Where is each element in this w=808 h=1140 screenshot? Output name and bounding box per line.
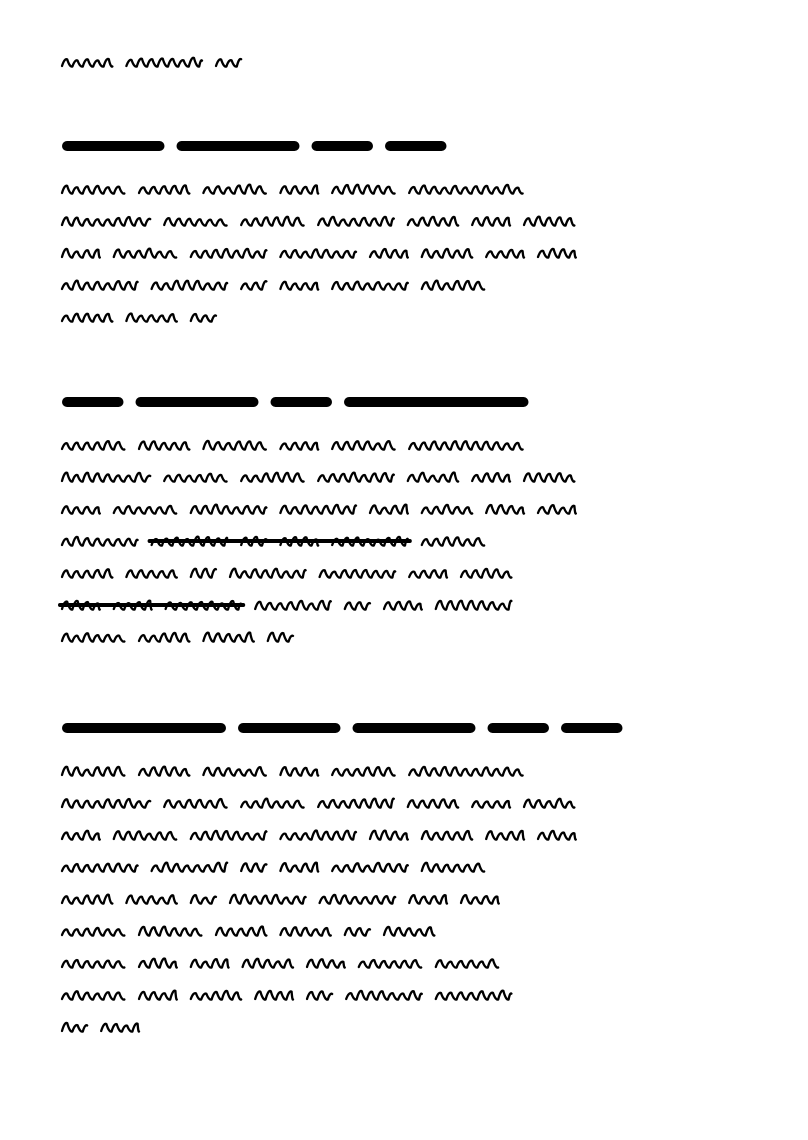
scribble-word: [191, 991, 241, 1000]
scribble-word: [62, 864, 138, 872]
scribble-word: [62, 186, 124, 194]
scribble-word: [139, 991, 177, 1000]
scribble-word: [139, 441, 189, 449]
scribble-word: [280, 927, 330, 935]
paragraph-line: [62, 185, 523, 194]
heading-word: [238, 723, 341, 733]
scribble-word: [280, 505, 356, 514]
scribble-word: [139, 959, 177, 968]
scribble-word: [436, 959, 498, 967]
scribble-word: [216, 927, 266, 936]
scribble-word: [241, 799, 303, 808]
scribble-word: [370, 249, 408, 258]
scribble-word: [62, 569, 112, 577]
heading-word: [344, 397, 529, 407]
scribble-word: [422, 831, 472, 840]
scribble-word: [203, 767, 265, 775]
scribble-word: [191, 831, 267, 840]
scribble-word: [203, 185, 265, 194]
scribble-word: [139, 185, 189, 193]
paragraph-line: [62, 537, 484, 546]
scribble-word: [164, 474, 226, 482]
scribble-word: [370, 831, 408, 840]
scribble-word: [422, 863, 484, 872]
heading-word: [62, 723, 226, 733]
scribble-word: [359, 960, 421, 968]
scribble-word: [164, 218, 226, 225]
scribble-word: [62, 314, 112, 322]
section-heading: [62, 141, 447, 151]
scribble-word: [191, 505, 267, 514]
scribble-word: [114, 506, 176, 514]
scribble-word: [384, 601, 422, 609]
scribble-word: [62, 895, 112, 904]
scribble-word: [486, 505, 524, 514]
scribble-word: [422, 537, 484, 545]
scribble-word: [62, 59, 112, 67]
paragraph-line: [62, 1023, 139, 1032]
scribble-word: [62, 217, 150, 226]
scribble-word: [126, 314, 176, 322]
scribble-word: [62, 537, 138, 546]
scribble-word: [486, 831, 524, 840]
scribble-word: [538, 831, 576, 840]
heading-word: [561, 723, 623, 733]
scribble-word: [62, 1023, 87, 1032]
scribble-word: [524, 217, 574, 226]
section-heading: [62, 397, 529, 407]
scribble-word: [345, 928, 370, 936]
scribble-word: [346, 991, 422, 1000]
scribble-word: [472, 801, 510, 808]
scribble-word: [191, 895, 216, 903]
scribble-word: [280, 249, 356, 257]
top-line: [62, 58, 241, 67]
scribble-word: [62, 281, 138, 290]
scribble-word: [409, 767, 522, 776]
scribble-word: [191, 569, 216, 578]
heading-word: [177, 141, 300, 151]
scribble-word: [332, 441, 394, 449]
paragraph-line: [62, 505, 576, 514]
scribble-word: [241, 217, 303, 226]
paragraph-line: [62, 569, 511, 578]
scribble-word: [191, 959, 229, 967]
scribble-word: [332, 767, 394, 775]
scribble-word: [139, 633, 189, 642]
scribble-word: [126, 570, 176, 577]
scribble-word: [203, 633, 253, 642]
paragraph-line: [62, 991, 511, 1000]
paragraph-line: [60, 601, 511, 610]
scribble-word: [62, 960, 124, 968]
scribble-word: [255, 991, 293, 1000]
scribble-word: [216, 59, 241, 67]
scribble-word: [268, 633, 293, 642]
scribble-word: [472, 217, 510, 225]
scribble-word: [126, 58, 202, 67]
paragraph-line: [62, 799, 574, 808]
paragraph-line: [62, 959, 498, 968]
paragraph-line: [62, 927, 434, 936]
scribble-word: [524, 473, 574, 481]
scribble-word: [436, 991, 512, 1000]
scribble-word: [318, 473, 394, 482]
heading-word: [353, 723, 476, 733]
scribble-word: [101, 1024, 139, 1032]
heading-word: [312, 141, 374, 151]
paragraph-line: [62, 895, 499, 904]
scribble-word: [409, 441, 522, 449]
scribble-word: [62, 767, 124, 776]
scribble-word: [320, 570, 396, 578]
scribble-word: [62, 249, 100, 258]
paragraph-line: [62, 441, 523, 450]
scribble-word: [62, 441, 124, 449]
scribble-word: [422, 249, 472, 258]
paragraph-line: [62, 767, 523, 776]
scribble-word: [191, 249, 267, 258]
scribble-word: [332, 185, 394, 194]
scribble-word: [241, 863, 266, 871]
scribble-word: [62, 799, 150, 808]
scribble-word: [230, 895, 306, 904]
scribble-word: [422, 281, 484, 290]
scribble-word: [280, 185, 318, 193]
scribble-word: [384, 927, 434, 936]
scribble-word: [164, 799, 226, 808]
paragraph-line: [62, 633, 293, 642]
scribble-word: [409, 895, 447, 903]
heading-word: [62, 141, 165, 151]
paragraph-line: [62, 217, 574, 226]
scribble-word: [307, 991, 332, 999]
section-heading: [62, 723, 623, 733]
scribble-word: [320, 895, 396, 904]
scribble-word: [318, 217, 394, 226]
scribble-word: [62, 633, 124, 641]
scribble-word: [126, 895, 176, 903]
scribble-word: [243, 959, 293, 968]
scribble-word: [62, 506, 100, 513]
heading-word: [271, 397, 333, 407]
paragraph-line: [62, 473, 574, 482]
paragraph-line: [62, 249, 576, 258]
scribble-word: [280, 442, 318, 449]
scribble-word: [114, 249, 176, 258]
scribble-word: [408, 473, 458, 482]
scribble-word: [152, 863, 228, 872]
scribble-word: [408, 217, 458, 226]
paragraph-line: [62, 314, 216, 322]
paragraph-line: [62, 281, 484, 290]
paragraph-line: [62, 863, 484, 872]
scribble-word: [191, 314, 216, 322]
scribble-word: [436, 601, 512, 610]
heading-word: [62, 397, 124, 407]
paragraph-line: [62, 831, 576, 840]
scribble-word: [62, 473, 150, 482]
scribble-word: [280, 863, 318, 872]
scribble-word: [486, 250, 524, 258]
scribble-word: [409, 570, 447, 577]
scribble-word: [461, 569, 511, 578]
scribble-word: [152, 281, 228, 290]
scribble-word: [114, 831, 176, 839]
scribble-word: [62, 831, 100, 840]
scribble-word: [408, 799, 458, 807]
scribble-word: [472, 473, 510, 481]
scribble-word: [139, 927, 201, 936]
scribble-word: [370, 505, 408, 514]
scribble-word: [538, 249, 576, 258]
scribble-word: [241, 473, 303, 482]
scribble-word: [461, 895, 499, 903]
scribble-word: [203, 441, 265, 450]
heading-word: [136, 397, 259, 407]
scribble-word: [332, 282, 408, 290]
scribble-word: [139, 767, 189, 776]
scribble-word: [62, 991, 124, 999]
scribble-word: [524, 799, 574, 808]
scribble-word: [422, 505, 472, 514]
scribble-word: [307, 959, 345, 967]
scribble-word: [280, 767, 318, 775]
scribble-word: [280, 831, 356, 840]
scribble-word: [345, 602, 370, 609]
scribble-word: [241, 281, 266, 289]
heading-word: [488, 723, 550, 733]
scribble-word: [318, 799, 394, 808]
scribble-word: [409, 185, 522, 194]
scribble-word: [255, 601, 331, 610]
scribble-word: [332, 863, 408, 872]
scribble-word: [538, 505, 576, 513]
scribble-word: [280, 282, 318, 290]
scribble-word: [62, 928, 124, 936]
heading-word: [385, 141, 447, 151]
scribble-word: [230, 569, 306, 578]
